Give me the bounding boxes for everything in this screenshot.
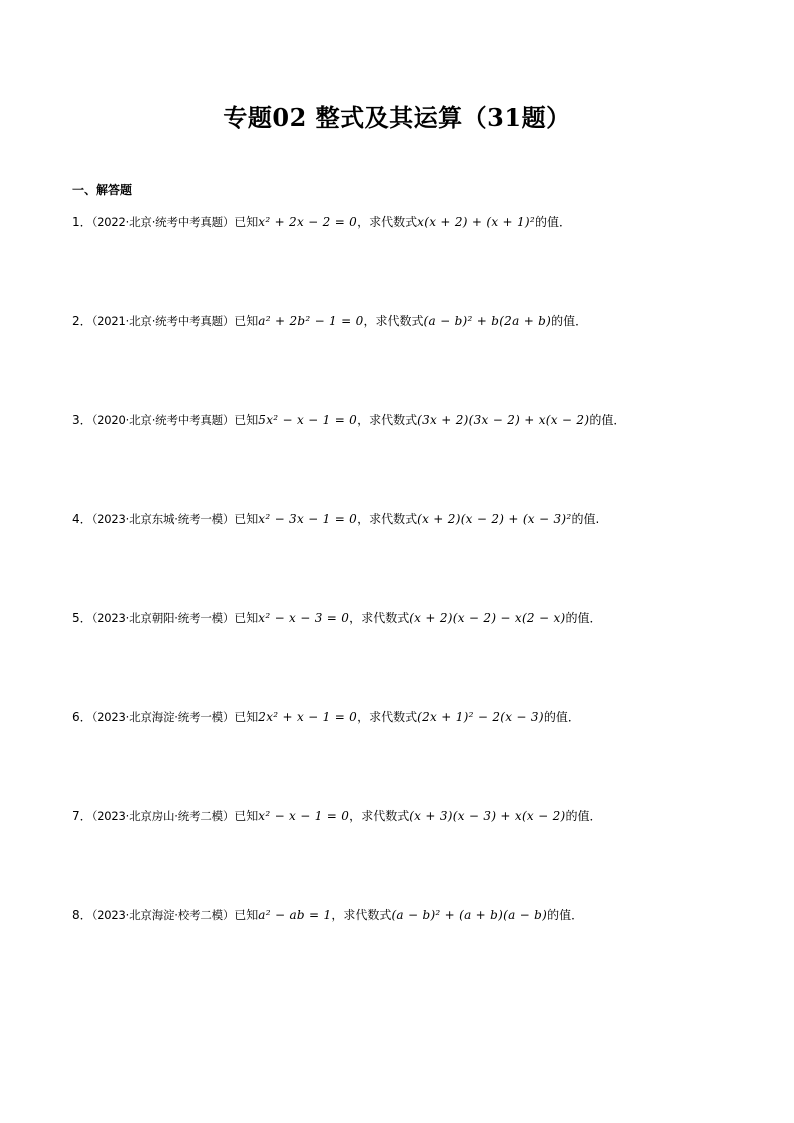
given-equation: x² + 2x − 2 = 0	[258, 215, 358, 229]
problem-number: 7．	[72, 809, 92, 823]
problem-source: （2023·北京海淀·统考一模）	[91, 710, 235, 724]
given-label: 已知	[234, 413, 259, 427]
problem-list	[72, 209, 732, 1001]
problem-number: 5．	[72, 611, 92, 625]
target-expression: (a − b)² + b(2a + b)	[423, 314, 552, 328]
problem-item	[72, 407, 732, 506]
target-expression: (3x + 2)(3x − 2) + x(x − 2)	[417, 413, 590, 427]
separator: ，	[357, 710, 370, 724]
ask-label: 求代数式	[369, 512, 418, 526]
given-label: 已知	[234, 512, 259, 526]
problem-number: 1．	[72, 215, 92, 229]
separator: ，	[349, 809, 362, 823]
problem-number: 6．	[72, 710, 92, 724]
problem-ending: 的值．	[565, 809, 602, 823]
ask-label: 求代数式	[369, 215, 418, 229]
given-label: 已知	[234, 314, 259, 328]
problem-source: （2023·北京朝阳·统考一模）	[91, 611, 235, 625]
given-label: 已知	[234, 710, 259, 724]
problem-source: （2023·北京海淀·校考二模）	[91, 908, 235, 922]
problem-item	[72, 209, 732, 308]
problem-item	[72, 605, 732, 704]
given-equation: x² − 3x − 1 = 0	[258, 512, 358, 526]
problem-source: （2020·北京·统考中考真题）	[91, 413, 235, 427]
problem-number: 2．	[72, 314, 92, 328]
problem-number: 8．	[72, 908, 92, 922]
given-equation: a² − ab = 1	[258, 908, 332, 922]
section-heading: 一、解答题	[72, 183, 133, 197]
problem-item	[72, 902, 732, 1001]
problem-source: （2023·北京东城·统考一模）	[91, 512, 235, 526]
target-expression: (x + 2)(x − 2) − x(2 − x)	[409, 611, 566, 625]
problem-source: （2023·北京房山·统考二模）	[91, 809, 235, 823]
given-equation: 5x² − x − 1 = 0	[258, 413, 358, 427]
problem-source: （2022·北京·统考中考真题）	[91, 215, 235, 229]
ask-label: 求代数式	[369, 413, 418, 427]
target-expression: x(x + 2) + (x + 1)²	[417, 215, 536, 229]
ask-label: 求代数式	[375, 314, 424, 328]
given-equation: x² − x − 3 = 0	[258, 611, 350, 625]
given-label: 已知	[234, 908, 259, 922]
separator: ，	[363, 314, 376, 328]
problem-ending: 的值．	[589, 413, 626, 427]
ask-label: 求代数式	[369, 710, 418, 724]
target-expression: (2x + 1)² − 2(x − 3)	[417, 710, 544, 724]
ask-label: 求代数式	[361, 809, 410, 823]
separator: ，	[349, 611, 362, 625]
problem-number: 3．	[72, 413, 92, 427]
given-equation: x² − x − 1 = 0	[258, 809, 350, 823]
problem-number: 4．	[72, 512, 92, 526]
problem-ending: 的值.	[571, 512, 600, 526]
problem-ending: 的值．	[543, 710, 580, 724]
given-equation: a² + 2b² − 1 = 0	[258, 314, 364, 328]
separator: ，	[357, 512, 370, 526]
given-label: 已知	[234, 215, 259, 229]
problem-item	[72, 308, 732, 407]
ask-label: 求代数式	[343, 908, 392, 922]
problem-ending: 的值．	[547, 908, 584, 922]
page-title: 专题02 整式及其运算（31题）	[223, 103, 571, 132]
separator: ，	[357, 413, 370, 427]
target-expression: (x + 3)(x − 3) + x(x − 2)	[409, 809, 566, 823]
problem-item	[72, 506, 732, 605]
target-expression: (x + 2)(x − 2) + (x − 3)²	[417, 512, 572, 526]
problem-ending: 的值．	[535, 215, 572, 229]
given-label: 已知	[234, 809, 259, 823]
separator: ，	[331, 908, 344, 922]
separator: ，	[357, 215, 370, 229]
given-label: 已知	[234, 611, 259, 625]
problem-source: （2021·北京·统考中考真题）	[91, 314, 235, 328]
target-expression: (a − b)² + (a + b)(a − b)	[391, 908, 548, 922]
ask-label: 求代数式	[361, 611, 410, 625]
problem-ending: 的值．	[565, 611, 602, 625]
problem-ending: 的值．	[551, 314, 588, 328]
problem-item	[72, 704, 732, 803]
problem-item	[72, 803, 732, 902]
given-equation: 2x² + x − 1 = 0	[258, 710, 358, 724]
